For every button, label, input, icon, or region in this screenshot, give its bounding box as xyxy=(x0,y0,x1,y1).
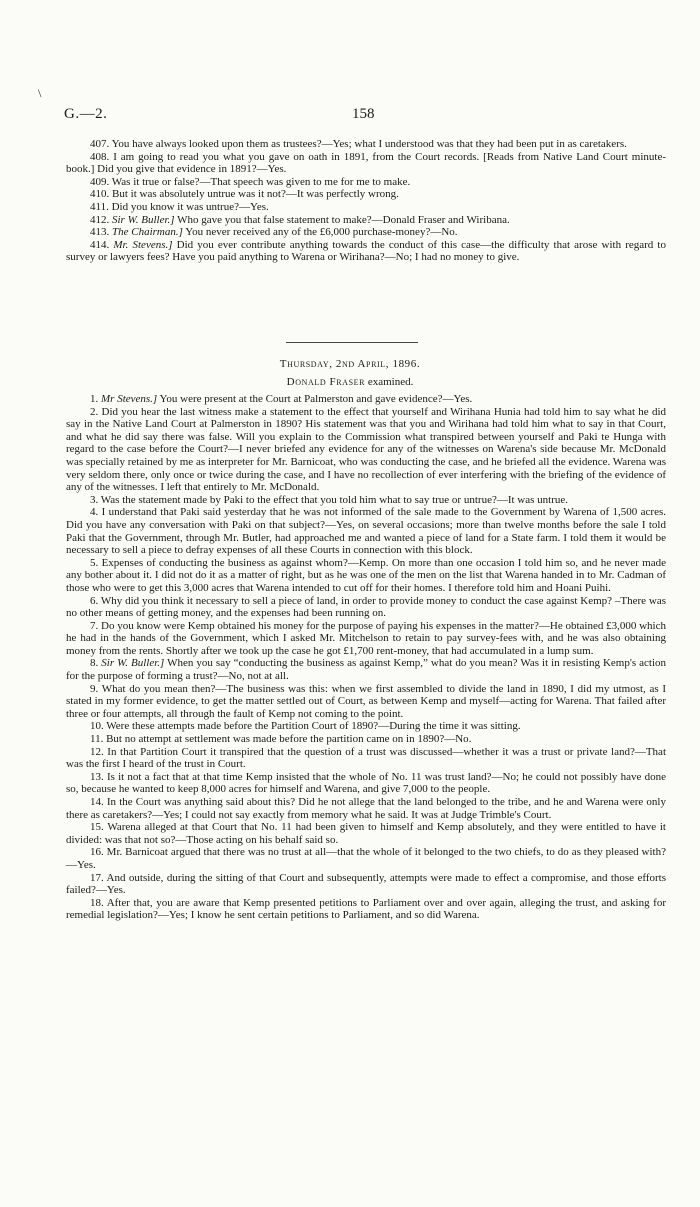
paragraph-text: When you say “conducting the business as against Kemp,” what do you mean? Was it in resisting Kemp's action for the purpose of forming a trust?—No, not at all. xyxy=(66,657,667,683)
paragraph-text: 6. Why did you think it necessary to sell a piece of land, in order to provide money to conduct the case against Kemp? –There was no other means of getting money, and the expenses had been running on. xyxy=(66,594,666,620)
paragraph-text: 17. And outside, during the sitting of that Court and subsequently, attempts were made to effect a compromise, and those efforts failed?—Yes. xyxy=(66,871,666,897)
testimony-paragraph xyxy=(66,226,666,239)
document-reference: G.—2. xyxy=(64,106,108,122)
testimony-paragraph xyxy=(66,506,666,556)
witness-suffix: examined. xyxy=(365,376,414,388)
testimony-block-bottom xyxy=(66,393,666,922)
testimony-paragraph xyxy=(66,188,666,201)
testimony-paragraph xyxy=(66,746,666,771)
margin-mark: \ xyxy=(38,86,42,100)
testimony-paragraph xyxy=(66,214,666,227)
testimony-paragraph xyxy=(66,683,666,721)
witness-name: Donald Fraser xyxy=(286,376,366,388)
date-heading: Thursday, 2nd April, 1896. xyxy=(279,358,421,370)
paragraph-text: 5. Expenses of conducting the business as against whom?—Kemp. On more than one occasion I told him so, and he never made any bother about it. I did not do it as a matter of right, but as he was one of the men on the list that Warena handed in to Mr. Cadman of those who were to get this 3,000 acres that Warena intended to cut off for their homes. I therefore told him and Hoani Puihi. xyxy=(66,556,666,594)
testimony-paragraph xyxy=(66,239,666,264)
testimony-paragraph xyxy=(66,151,666,176)
paragraph-text: 409. Was it true or false?—That speech was given to me for me to make. xyxy=(90,175,411,188)
speaker-label: Sir W. Buller.] xyxy=(101,657,165,670)
paragraph-text: 414. xyxy=(90,238,114,251)
testimony-paragraph xyxy=(66,494,666,507)
testimony-paragraph xyxy=(66,796,666,821)
witness-heading xyxy=(0,376,700,388)
testimony-paragraph xyxy=(66,872,666,897)
testimony-paragraph xyxy=(66,176,666,189)
testimony-paragraph xyxy=(66,201,666,214)
paragraph-text: 11. But no attempt at settlement was made before the partition came on in 1890?—No. xyxy=(90,733,472,746)
paragraph-text: 13. Is it not a fact that at that time Kemp insisted that the whole of No. 11 was trust land?—No; he could not possibly have done so, because he wanted to keep 8,000 acres for himself and Warena, and give 7,000 to the people. xyxy=(66,770,666,796)
paragraph-text: 410. But it was absolutely untrue was it not?—It was perfectly wrong. xyxy=(90,188,399,201)
paragraph-text: You were present at the Court at Palmerston and gave evidence?—Yes. xyxy=(157,393,473,405)
testimony-block-top xyxy=(66,138,666,264)
paragraph-text: 8. xyxy=(90,657,102,670)
paragraph-text: 14. In the Court was anything said about this? Did he not allege that the land belonged to the tribe, and he and Warena were only there as caretakers?—Yes; I could not say exactly from memory what he said. It was at Judge Trimble's Court. xyxy=(66,796,666,821)
paragraph-text: 4. I understand that Paki said yesterday that he was not informed of the sale made to the Government by Warena of 1,500 acres. Did you have any conversation with Paki on that subject?—Yes, on several occasions; more than twelve months before the sale I told Paki that the Government, through Mr. Butler, had approached me and wanted a piece of land for a State farm. I told them it would be necessary to sell a piece to defray expenses of all these Courts in connection with this block. xyxy=(66,506,666,557)
testimony-paragraph xyxy=(66,821,666,846)
speaker-label: Sir W. Buller.] xyxy=(112,213,175,226)
paragraph-text: 16. Mr. Barnicoat argued that there was no trust at all—that the whole of it belonged to the two chiefs, to do as they pleased with?—Yes. xyxy=(66,846,666,871)
testimony-paragraph xyxy=(66,657,666,682)
paragraph-text: Who gave you that false statement to make?—Donald Fraser and Wiribana. xyxy=(174,213,510,226)
page-number: 158 xyxy=(352,106,375,122)
paragraph-text: 408. I am going to read you what you gave on oath in 1891, from the Court records. [Reads from Native Land Court minute-book.] Did you give that evidence in 1891?—Yes. xyxy=(66,150,666,176)
paragraph-text: Did you ever contribute anything towards the conduct of this case—the difficulty that arose with regard to survey or lawyers fees? Have you paid anything to Warena or Wirihana?—No; I had no money to give. xyxy=(66,238,666,264)
paragraph-text: You never received any of the £6,000 purchase-money?—No. xyxy=(182,226,458,239)
testimony-paragraph xyxy=(66,733,666,746)
paragraph-text: 10. Were these attempts made before the Partition Court of 1890?—During the time it was sitting. xyxy=(90,720,521,733)
testimony-paragraph xyxy=(66,897,666,922)
paragraph-text: 411. Did you know it was untrue?—Yes. xyxy=(90,200,269,213)
section-divider xyxy=(286,342,418,343)
speaker-label: Mr Stevens.] xyxy=(101,393,158,405)
speaker-label: The Chairman.] xyxy=(112,226,183,239)
paragraph-text: 407. You have always looked upon them as trustees?—Yes; what I understood was that they had been put in as caretakers. xyxy=(90,138,627,150)
paragraph-text: 2. Did you hear the last witness make a statement to the effect that yourself and Wirihana Hunia had told him to say what he did say in the Native Land Court at Palmerston in 1890? His statement was that you and Wirihana had told him what to say in that Court, and what he did say there was false. Will you explain to the Commission what transpired between yourself and Paki te Hunga with regard to the case before the Court?—I never briefed any evidence for any of the witnesses on Warena's side because Mr. McDonald was specially retained by me as interpreter for Mr. Barnicoat, who was conducting the case, and he briefed all the evidence. Warena was very seldom there, only once or twice during the case, and I have no recollection of ever interfering with the briefing of the evidence of any of the witnesses. I left that entirely to Mr. McDonald. xyxy=(66,405,666,494)
paragraph-text: 15. Warena alleged at that Court that No. 11 had been given to himself and Kemp absolutely, and they were entitled to have it divided: was that not so?—Those acting on his behalf said so. xyxy=(66,821,666,846)
testimony-paragraph xyxy=(66,720,666,733)
testimony-paragraph xyxy=(66,557,666,595)
testimony-paragraph xyxy=(66,393,666,406)
paragraph-text: 1. xyxy=(90,393,101,405)
testimony-paragraph xyxy=(66,595,666,620)
paragraph-text: 7. Do you know were Kemp obtained his money for the purpose of paying his expenses in the matter?—He obtained £3,000 which he had in the hands of the Government, which I asked Mr. Mitchelson to retain to pay survey-fees with, and he was also obtaining money from the rents. Shortly after we took up the case he got £1,700 rent-money, that had accumulated in a lump sum. xyxy=(66,619,666,657)
paragraph-text: 18. After that, you are aware that Kemp presented petitions to Parliament over and over again, alleging the trust, and asking for remedial legislation?—Yes; I know he sent certain petitions to Parliament, and so did Warena. xyxy=(66,896,666,922)
paragraph-text: 3. Was the statement made by Paki to the effect that you told him what to say true or untrue?—It was untrue. xyxy=(90,493,569,506)
paragraph-text: 412. xyxy=(90,213,112,226)
testimony-paragraph xyxy=(66,846,666,871)
testimony-paragraph xyxy=(66,406,666,494)
testimony-paragraph xyxy=(66,771,666,796)
speaker-label: Mr. Stevens.] xyxy=(113,238,173,251)
testimony-paragraph xyxy=(66,620,666,658)
testimony-paragraph xyxy=(66,138,666,151)
paragraph-text: 413. xyxy=(90,226,112,239)
paragraph-text: 9. What do you mean then?—The business was this: when we first assembled to divide the land in 1890, I did my utmost, as I stated in my former evidence, to get the matter settled out of Court, as between Kemp and myself—acting for Warena. That failed after three or four attempts, all through the fault of Kemp not coming to the point. xyxy=(66,682,666,720)
paragraph-text: 12. In that Partition Court it transpired that the question of a trust was discussed—whether it was a trust or private land?—That was the first I heard of the trust in Court. xyxy=(66,745,666,771)
